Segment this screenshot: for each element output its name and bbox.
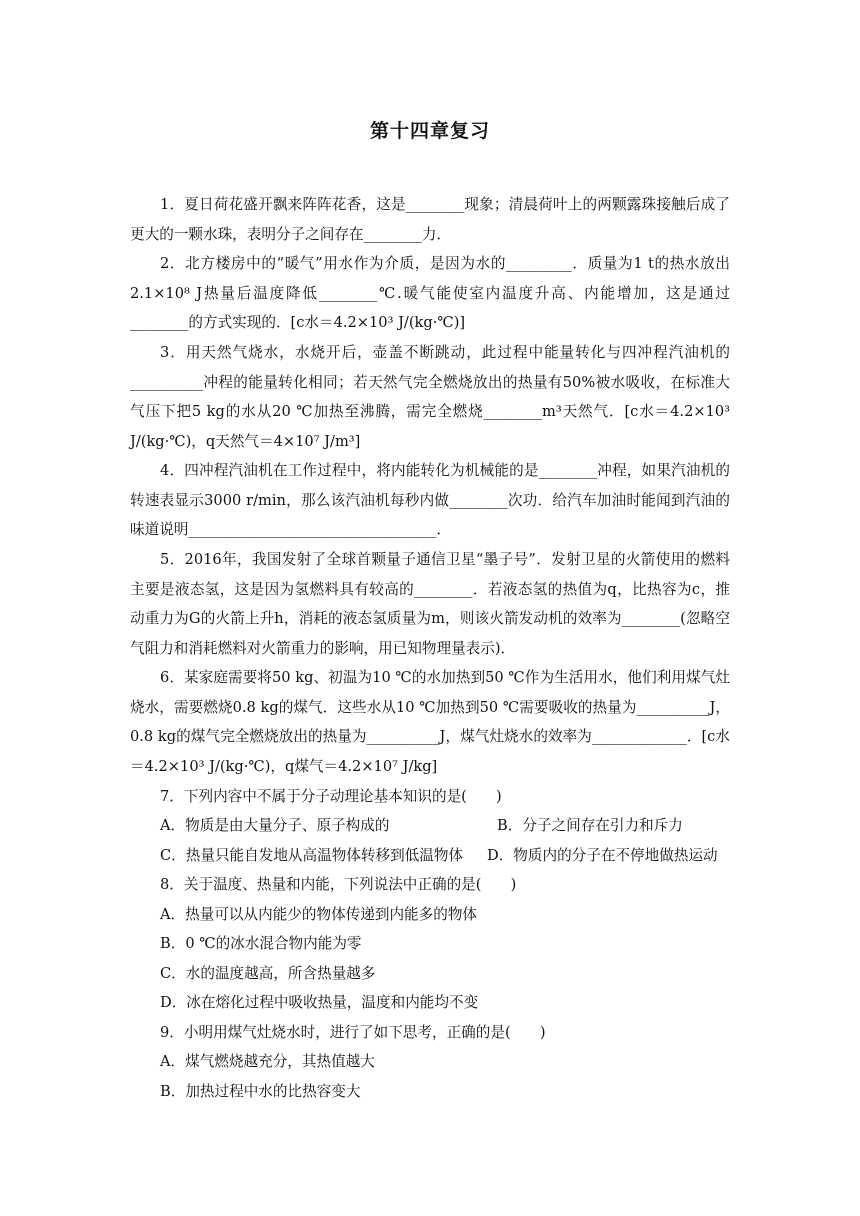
question-9-option-b: B．加热过程中水的比热容变大 [160,1083,361,1100]
question-8-option-c: C．水的温度越高，所含热量越多 [160,965,376,982]
question-9-option-a: A．煤气燃烧越充分，其热值越大 [160,1053,375,1070]
question-5: 5．2016年，我国发射了全球首颗量子通信卫星“墨子号”．发射卫星的火箭使用的燃料主要是液态氢，这是因为氢燃料具有较高的________．若液态氢的热值为q，比热容为c，推动重力为G的火箭上升h，消耗的液态氢质量为m，则该火箭发动机的效率为________(忽略空气阻力和消耗燃料对火箭重力的影响，用已知物理量表示)． [130,551,730,657]
question-8-option-d: D．冰在熔化过程中吸收热量，温度和内能均不变 [160,994,479,1011]
question-4: 4．四冲程汽油机在工作过程中，将内能转化为机械能的是________冲程，如果汽油机的转速表显示3000 r/min，那么该汽油机每秒内做________次功．给汽车加油时能闻到汽油的味道说明__________________________________． [130,462,730,538]
question-8-option-a: A．热量可以从内能少的物体传递到内能多的物体 [160,906,478,923]
page-title: 第十四章复习 [369,120,490,142]
question-6: 6．某家庭需要将50 kg、初温为10 ℃的水加热到50 ℃作为生活用水，他们利用煤气灶烧水，需要燃烧0.8 kg的煤气．这些水从10 ℃加热到50 ℃需要吸收的热量为__________J，0.8 kg的煤气完全燃烧放出的热量为__________J，煤气灶烧水的效率为_____________．[c水＝4.2×10³ J/(kg·℃)，q煤气＝4.2×10⁷ J/kg] [130,669,730,775]
question-7-option-d: D．物质内的分子在不停地做热运动 [487,847,718,864]
question-2: 2．北方楼房中的“暖气”用水作为介质，是因为水的_________．质量为1 t的热水放出2.1×10⁸ J热量后温度降低________℃.暖气能使室内温度升高、内能增加，这是通过________的方式实现的．[c水＝4.2×10³ J/(kg·℃)] [130,255,730,331]
question-1: 1．夏日荷花盛开飘来阵阵花香，这是________现象；清晨荷叶上的两颗露珠接触后成了更大的一颗水珠，表明分子之间存在________力． [130,196,730,243]
question-8-stem: 8．关于温度、热量和内能，下列说法中正确的是( ) [160,876,517,893]
question-7-option-b: B．分子之间存在引力和斥力 [497,817,683,834]
question-7-option-a: A．物质是由大量分子、原子构成的 [160,817,390,834]
question-9-stem: 9．小明用煤气灶烧水时，进行了如下思考，正确的是( ) [160,1024,546,1041]
question-8-option-b: B．0 ℃的冰水混合物内能为零 [160,935,362,952]
question-3: 3．用天然气烧水，水烧开后，壶盖不断跳动，此过程中能量转化与四冲程汽油机的__________冲程的能量转化相同；若天然气完全燃烧放出的热量有50%被水吸收，在标准大气压下把5 kg的水从20 ℃加热至沸腾，需完全燃烧________m³天然气．[c水＝4.2×10³ J/(kg·℃)，q天然气＝4×10⁷ J/m³] [130,344,730,450]
question-7-stem: 7．下列内容中不属于分子动理论基本知识的是( ) [160,788,502,805]
question-7-option-c: C．热量只能自发地从高温物体转移到低温物体 [160,847,464,864]
